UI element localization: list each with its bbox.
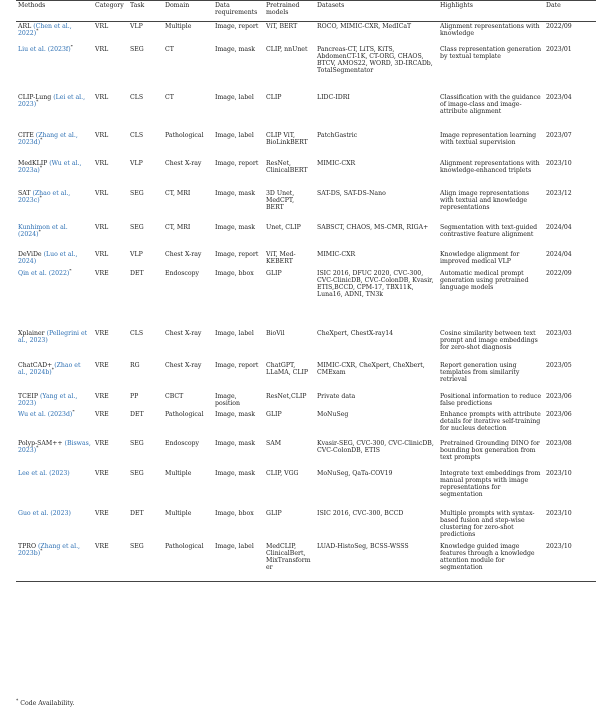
cell-task: CLS (130, 93, 144, 101)
cell-method (16, 269, 93, 329)
citation-link[interactable]: Lee et al. (2023) (18, 469, 70, 477)
cell-highlights: Knowledge guided image features through a knowledge attention module for segmentation (438, 542, 544, 582)
cell-date: 2023/10 (544, 542, 596, 582)
citation-link[interactable]: (Zhao et al., 2023c) (18, 189, 71, 204)
code-availability-mark: * (51, 367, 54, 373)
cell-highlights: Segmentation with text-guided contrastive feature alignment (440, 223, 538, 238)
cell-task: VLP (130, 23, 143, 30)
code-availability-mark: * (69, 268, 72, 274)
cell-datasets: LIDC-IDRI (317, 93, 350, 101)
cell-category: VRE (95, 509, 109, 517)
header-category: Category (93, 1, 128, 22)
cell-data-requirements: Image, label (215, 93, 254, 101)
citation-link[interactable]: (Lei et al., 2023) (18, 93, 86, 108)
cell-datasets: MoNuSeg (317, 410, 349, 418)
cell-domain: CBCT (165, 392, 184, 400)
cell-task: SEG (128, 542, 163, 582)
cell-datasets: Private data (317, 392, 356, 400)
cell-category: VRE (95, 361, 109, 369)
cell-task: RG (130, 361, 140, 369)
cell-date: 2023/06 (546, 410, 572, 418)
code-availability-mark: * (39, 195, 42, 201)
cell-highlights: Alignment representations with knowledge (440, 23, 540, 38)
cell-domain: CT (165, 45, 174, 53)
cell-domain: Pathological (165, 410, 204, 418)
cell-category: VRE (95, 410, 109, 418)
method-name: CLIP-Lung (18, 93, 54, 101)
cell-domain: Endoscopy (165, 269, 200, 277)
cell-date: 2023/07 (546, 131, 572, 139)
cell-method (16, 159, 93, 189)
cell-method (16, 250, 93, 269)
header-date: Date (544, 1, 596, 22)
code-availability-mark: * (40, 548, 43, 554)
cell-highlights: Automatic medical prompt generation using pretrained language models (440, 269, 529, 291)
cell-date: 2023/06 (546, 392, 572, 400)
method-name: SAT (18, 189, 33, 197)
cell-datasets: CheXpert, ChestX-ray14 (317, 329, 394, 337)
cell-domain: Chest X-ray (165, 329, 202, 337)
cell-datasets: ISIC 2016, DFUC 2020, CVC-300, CVC-ClinicDB, CVC-ColonDB, Kvasir, ETIS,BCCD, CPM-17, TBX11K, Luna16, ADNI, TN3k (317, 269, 434, 299)
cell-data-requirements: Image, report (215, 159, 259, 167)
method-name: Polyp-SAM++ (18, 439, 65, 447)
cell-datasets: Pancreas-CT, LiTS, KiTS, AbdomenCT-1K, CT-ORG, CHAOS, BTCV, AMOS22, WORD, 3D-IRCADb, TotalSegmentator (317, 45, 433, 75)
cell-task: SEG (130, 439, 144, 447)
cell-pretrained-models: SAM (266, 439, 282, 447)
cell-category: VRL (95, 131, 109, 139)
header-datasets: Datasets (315, 1, 438, 22)
table-row (16, 469, 596, 509)
citation-link[interactable]: Wu et al. (2023d) (18, 410, 73, 418)
cell-datasets: SABSCT, CHAOS, MS-CMR, RIGA+ (317, 223, 429, 231)
cell-method (16, 361, 93, 392)
cell-highlights: Class representation generation by textual template (440, 45, 542, 60)
cell-method (16, 22, 93, 45)
cell-method (16, 329, 93, 361)
cell-method (16, 542, 93, 582)
cell-method (16, 223, 93, 250)
method-name: MedKLIP (18, 159, 50, 167)
citation-link[interactable]: Guo et al. (2023) (18, 509, 71, 517)
cell-highlights: Classification with the guidance of image-class and image-attribute alignment (440, 93, 541, 115)
cell-datasets: SAT-DS, SAT-DS-Nano (317, 189, 386, 197)
cell-date: 2023/12 (546, 189, 572, 197)
table-row (16, 509, 596, 542)
code-availability-mark: * (72, 409, 75, 415)
code-availability-mark: * (39, 165, 43, 171)
cell-category: VRE (93, 542, 128, 582)
cell-data-requirements: Image, report (215, 361, 259, 369)
cell-data-requirements: Image, label (213, 542, 264, 582)
cell-data-requirements: Image, label (215, 329, 254, 337)
cell-data-requirements: Image, mask (215, 410, 256, 418)
cell-pretrained-models: ResNet,CLIP (266, 392, 307, 400)
table-row (16, 22, 596, 45)
cell-data-requirements: Image, mask (215, 439, 256, 447)
table-row (16, 410, 596, 439)
citation-link[interactable]: (Pellegrini et al., 2023) (18, 329, 88, 344)
citation-link[interactable]: (Chen et al., 2022) (18, 23, 72, 38)
cell-task: DET (130, 269, 144, 277)
cell-pretrained-models: GLIP (266, 269, 282, 277)
header-highlights: Highlights (438, 1, 544, 22)
cell-method (16, 469, 93, 509)
code-availability-mark: * (36, 445, 39, 451)
cell-datasets: ROCO, MIMIC-CXR, MedICaT (317, 23, 412, 30)
cell-highlights: Positional information to reduce false predictions (440, 392, 542, 407)
cell-pretrained-models: GLIP (266, 410, 282, 418)
header-data-requirements: Data requirements (213, 1, 264, 22)
cell-domain: Multiple (165, 509, 192, 517)
citation-link[interactable]: (Zhao et al., 2024b) (18, 361, 81, 376)
cell-method (16, 131, 93, 159)
cell-highlights: Integrate text embeddings from manual prompts with image representations for segmentation (440, 469, 541, 499)
cell-data-requirements: Image, bbox (215, 269, 254, 277)
table-row (16, 93, 596, 131)
method-name: CITE (18, 131, 36, 139)
method-name: ChatCAD+ (18, 361, 55, 369)
cell-domain: Chest X-ray (165, 250, 202, 258)
cell-date: 2023/10 (546, 509, 572, 517)
cell-highlights: Image representation learning with textual supervision (440, 131, 537, 146)
cell-data-requirements: Image, mask (215, 223, 256, 231)
cell-pretrained-models: MedCLIP, ClinicalBert, MixTransformer (264, 542, 315, 582)
cell-date: 2022/09 (546, 23, 572, 30)
table-row (16, 159, 596, 189)
method-name: Xplainer (18, 329, 47, 337)
cell-category: VRE (95, 439, 109, 447)
table-row (16, 250, 596, 269)
header-domain: Domain (163, 1, 213, 22)
cell-pretrained-models: Unet, CLIP (266, 223, 301, 231)
cell-domain: Endoscopy (165, 439, 200, 447)
table-header-row (16, 1, 596, 22)
cell-pretrained-models: GLIP (266, 509, 282, 517)
table-row (16, 439, 596, 469)
cell-pretrained-models: CLIP (266, 93, 282, 101)
cell-domain: Chest X-ray (165, 159, 202, 167)
cell-category: VRE (95, 392, 109, 400)
cell-task: CLS (130, 131, 144, 139)
cell-date: 2024/04 (546, 250, 572, 258)
cell-category: VRL (95, 45, 109, 53)
method-name: ARL (18, 23, 34, 30)
table-row (16, 329, 596, 361)
table-row (16, 189, 596, 223)
cell-task: SEG (130, 223, 144, 231)
code-availability-mark: * (36, 29, 39, 35)
cell-datasets: ISIC 2016, CVC-300, BCCD (317, 509, 404, 517)
cell-date: 2023/04 (546, 93, 572, 101)
cell-task: SEG (130, 45, 144, 53)
cell-category: VRL (95, 189, 109, 197)
header-task: Task (128, 1, 163, 22)
table-row (16, 131, 596, 159)
cell-method (16, 392, 93, 410)
cell-datasets: MIMIC-CXR (317, 159, 356, 167)
table-row (16, 45, 596, 93)
table-body (16, 22, 596, 582)
cell-data-requirements: Image, position (215, 392, 241, 407)
cell-method (16, 189, 93, 223)
cell-category: VRE (95, 329, 109, 337)
cell-date: 2022/09 (546, 269, 572, 277)
cell-date: 2023/10 (546, 469, 572, 477)
table-row (16, 542, 596, 582)
header-pretrained-models: Pretrained models (264, 1, 315, 22)
cell-category: VRL (95, 23, 109, 30)
cell-pretrained-models: CLIP, nnUnet (266, 45, 308, 53)
cell-highlights: Cosine similarity between text prompt and image embeddings for zero-shot diagnosis (440, 329, 538, 351)
code-availability-mark: * (38, 229, 41, 235)
cell-domain: Pathological (163, 542, 213, 582)
table-row (16, 361, 596, 392)
footnote (16, 700, 74, 707)
cell-pretrained-models: ResNet, ClinicalBERT (266, 159, 308, 174)
cell-date: 2023/08 (546, 439, 572, 447)
cell-method (16, 93, 93, 131)
citation-link[interactable]: Qin et al. (2022) (18, 269, 70, 277)
cell-task: DET (130, 509, 144, 517)
citation-link[interactable]: (Luo et al., 2024) (18, 250, 78, 265)
cell-domain: Multiple (165, 469, 192, 477)
cell-pretrained-models: ChatGPT, LLaMA, CLIP (266, 361, 309, 376)
cell-method (16, 439, 93, 469)
cell-data-requirements: Image, mask (215, 45, 256, 53)
cell-datasets: MoNuSeg, QaTa-COV19 (317, 469, 393, 477)
cell-date: 2024/04 (546, 223, 572, 231)
cell-data-requirements: Image, label (215, 131, 254, 139)
cell-pretrained-models: 3D Unet, MedCPT, BERT (266, 189, 295, 211)
cell-method (16, 410, 93, 439)
citation-link[interactable]: (Zhang et al., 2023b) (18, 542, 81, 557)
cell-task: VLP (130, 159, 143, 167)
method-name: TCEIP (18, 392, 40, 400)
cell-highlights: Alignment representations with knowledge-enhanced triplets (440, 159, 540, 174)
cell-date: 2023/01 (546, 45, 572, 53)
cell-date: 2023/10 (546, 159, 572, 167)
cell-category: VRL (95, 93, 109, 101)
method-name: DeViDe (18, 250, 44, 258)
cell-task: CLS (130, 329, 144, 337)
cell-pretrained-models: ViT, BERT (266, 23, 298, 30)
cell-highlights: Align image representations with textual and knowledge representations (440, 189, 530, 211)
citation-link[interactable]: (Yang et al., 2023) (18, 392, 78, 407)
cell-domain: CT, MRI (165, 223, 191, 231)
cell-domain: Pathological (165, 131, 204, 139)
cell-highlights: Pretrained Grounding DINO for bounding box generation from text prompts (440, 439, 540, 461)
header-methods: Methods (16, 1, 93, 22)
cell-pretrained-models: CLIP ViT, BioLinkBERT (266, 131, 308, 146)
cell-data-requirements: Image, mask (215, 189, 256, 197)
table-row (16, 223, 596, 250)
cell-datasets: MIMIC-CXR, CheXpert, CheXbert, CMExam (317, 361, 425, 376)
cell-task: PP (130, 392, 139, 400)
cell-pretrained-models: CLIP, VGG (266, 469, 299, 477)
code-availability-mark: * (36, 99, 39, 105)
cell-method (16, 509, 93, 542)
cell-data-requirements: Image, bbox (215, 509, 254, 517)
cell-method (16, 45, 93, 93)
cell-pretrained-models: BioVil (266, 329, 285, 337)
cell-domain: CT (165, 93, 174, 101)
cell-task: SEG (130, 189, 144, 197)
citation-link[interactable]: (Biswas, 2023) (18, 439, 91, 454)
cell-data-requirements: Image, report (215, 250, 259, 258)
cell-datasets: Kvasir-SEG, CVC-300, CVC-ClinicDB, CVC-ColonDB, ETIS (317, 439, 434, 454)
code-availability-mark: * (70, 44, 73, 50)
cell-highlights: Knowledge alignment for improved medical VLP (440, 250, 520, 265)
cell-date: 2023/05 (546, 361, 572, 369)
cell-domain: CT, MRI (165, 189, 191, 197)
cell-task: VLP (130, 250, 143, 258)
cell-category: VRL (95, 159, 109, 167)
cell-pretrained-models: ViT, Med-KEBERT (266, 250, 296, 265)
cell-highlights: Enhance prompts with attribute details for iterative self-training for nucleus detection (440, 410, 541, 432)
cell-task: SEG (130, 469, 144, 477)
code-availability-mark: * (40, 137, 43, 143)
table-row (16, 269, 596, 329)
cell-category: VRE (95, 269, 109, 277)
citation-link[interactable]: Kunhimon et al. (2024) (18, 223, 68, 238)
cell-highlights: Multiple prompts with syntax-based fusion and step-wise clustering for zero-shot predictions (440, 509, 535, 539)
citation-link[interactable]: (Wu et al., 2023a) (18, 159, 82, 174)
cell-data-requirements: Image, report (215, 23, 259, 30)
methods-table (16, 0, 596, 582)
cell-domain: Multiple (165, 23, 192, 30)
citation-link[interactable]: Liu et al. (2023f) (18, 45, 71, 53)
cell-category: VRE (95, 469, 109, 477)
cell-datasets: PatchGastric (317, 131, 358, 139)
cell-data-requirements: Image, mask (215, 469, 256, 477)
footnote-star: * (16, 698, 19, 704)
cell-task: DET (130, 410, 144, 418)
cell-category: VRL (95, 223, 109, 231)
table-row (16, 392, 596, 410)
cell-domain: Chest X-ray (165, 361, 202, 369)
cell-highlights: Report generation using templates from similarity retrieval (440, 361, 520, 383)
cell-date: 2023/03 (546, 329, 572, 337)
citation-link[interactable]: (Zhang et al., 2023d) (18, 131, 78, 146)
cell-category: VRL (95, 250, 109, 258)
footnote-text: Code Availability. (20, 700, 75, 707)
cell-datasets: LUAD-HistoSeg, BCSS-WSSS (315, 542, 438, 582)
method-name: TPRO (18, 542, 38, 550)
cell-datasets: MIMIC-CXR (317, 250, 356, 258)
